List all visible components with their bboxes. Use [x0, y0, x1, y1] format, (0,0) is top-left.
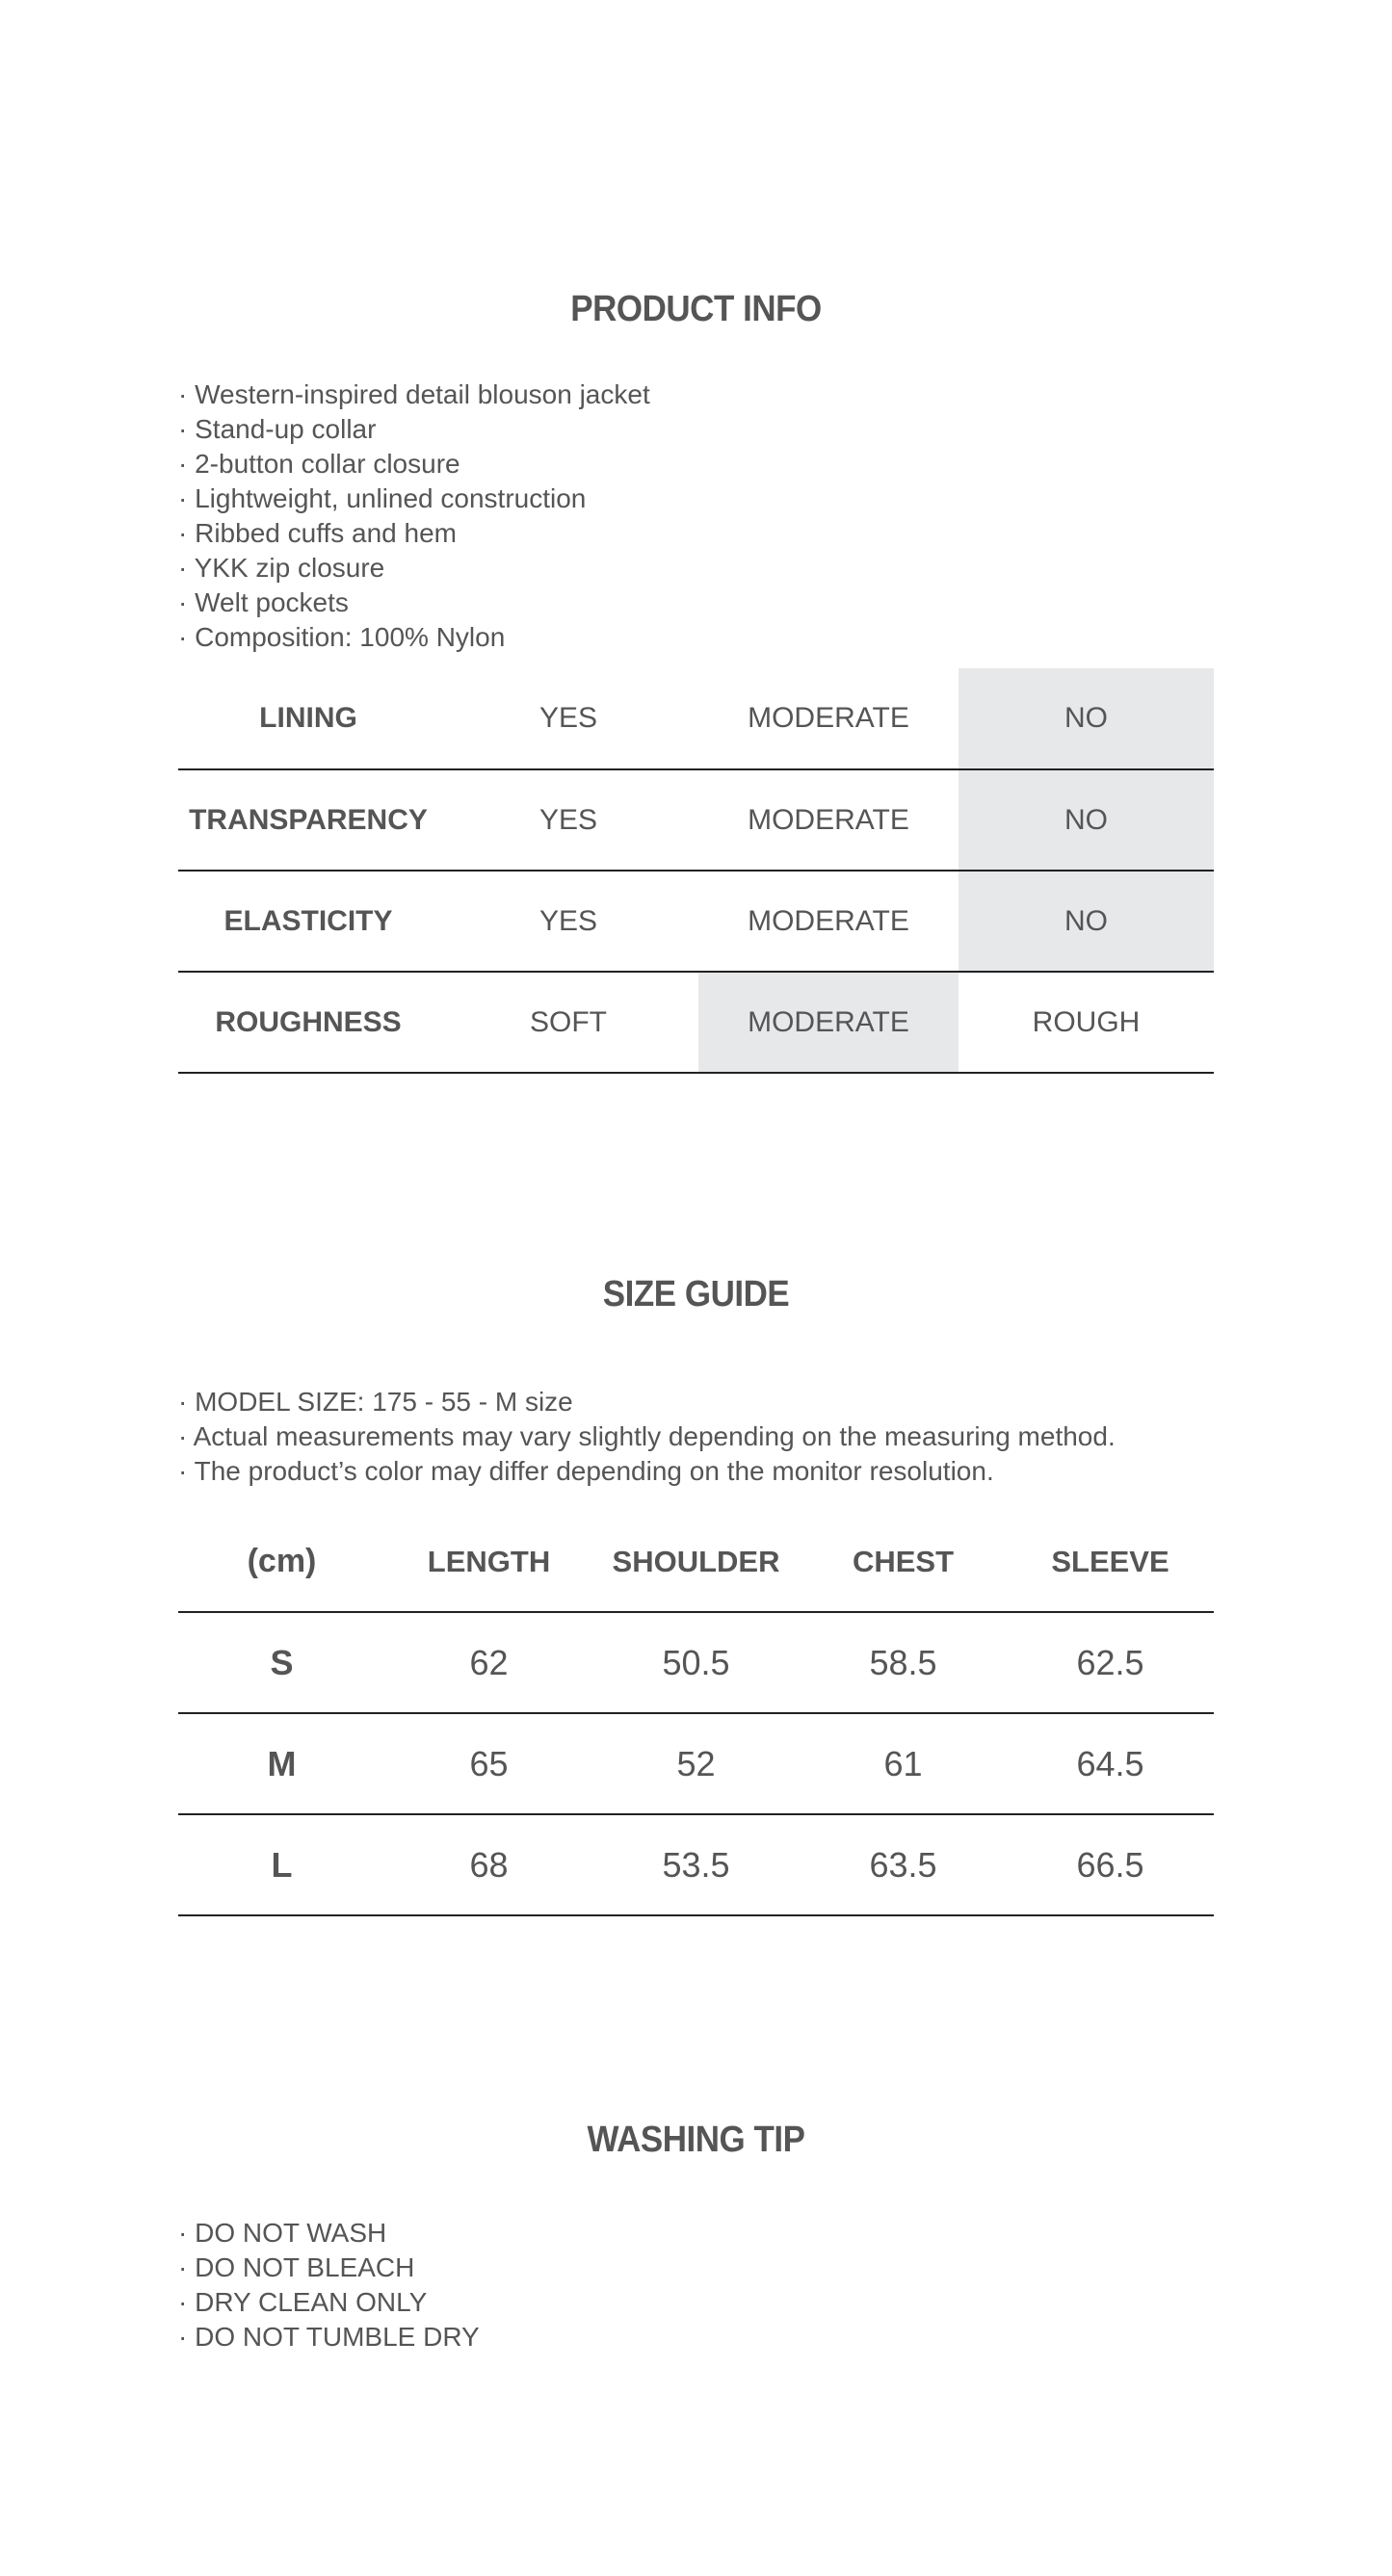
unit-header: (cm): [178, 1512, 385, 1612]
measurement-cell: 50.5: [592, 1612, 800, 1713]
fabric-option: YES: [438, 871, 698, 972]
table-header-row: [178, 1512, 1214, 1612]
measurement-cell: 61: [800, 1713, 1007, 1814]
size-label: L: [178, 1814, 385, 1915]
fabric-option: MODERATE: [698, 871, 959, 972]
column-header: SLEEVE: [1007, 1512, 1214, 1612]
table-row: [178, 1713, 1214, 1814]
list-item: · The product’s color may differ depending on the monitor resolution.: [178, 1454, 1238, 1489]
fabric-row-label: TRANSPARENCY: [178, 769, 438, 871]
size-label: M: [178, 1713, 385, 1814]
list-item: · DO NOT WASH: [178, 2216, 1238, 2251]
fabric-option: NO: [959, 871, 1214, 972]
fabric-row-label: LINING: [178, 668, 438, 769]
list-item: · Ribbed cuffs and hem: [178, 516, 1238, 551]
fabric-option: NO: [959, 769, 1214, 871]
fabric-option: YES: [438, 668, 698, 769]
size-guide-title: SIZE GUIDE: [602, 1274, 790, 1314]
column-header: SHOULDER: [592, 1512, 800, 1612]
washing-tip-title: WASHING TIP: [587, 2120, 805, 2160]
product-info-title: PRODUCT INFO: [570, 289, 822, 329]
size-guide-notes: [178, 1385, 1238, 1489]
product-info-list: [178, 377, 1238, 655]
list-item: · Actual measurements may vary slightly depending on the measuring method.: [178, 1419, 1238, 1454]
list-item: · DRY CLEAN ONLY: [178, 2285, 1238, 2320]
list-item: · Composition: 100% Nylon: [178, 620, 1238, 655]
measurement-cell: 64.5: [1007, 1713, 1214, 1814]
table-row: [178, 1814, 1214, 1915]
list-item: · 2-button collar closure: [178, 447, 1238, 481]
table-row: [178, 668, 1214, 769]
column-header: LENGTH: [385, 1512, 592, 1612]
washing-tip-list: [178, 2216, 1238, 2355]
list-item: · Lightweight, unlined construction: [178, 481, 1238, 516]
list-item: · Welt pockets: [178, 585, 1238, 620]
fabric-row-label: ELASTICITY: [178, 871, 438, 972]
measurement-cell: 65: [385, 1713, 592, 1814]
table-row: [178, 769, 1214, 871]
measurement-cell: 62.5: [1007, 1612, 1214, 1713]
list-item: · MODEL SIZE: 175 - 55 - M size: [178, 1385, 1238, 1419]
fabric-table: [178, 668, 1214, 1074]
list-item: · DO NOT TUMBLE DRY: [178, 2320, 1238, 2355]
size-label: S: [178, 1612, 385, 1713]
measurement-cell: 58.5: [800, 1612, 1007, 1713]
fabric-option: MODERATE: [698, 972, 959, 1073]
fabric-option: SOFT: [438, 972, 698, 1073]
measurement-cell: 52: [592, 1713, 800, 1814]
list-item: · DO NOT BLEACH: [178, 2251, 1238, 2285]
fabric-option: ROUGH: [959, 972, 1214, 1073]
size-table: [178, 1512, 1214, 1916]
fabric-option: MODERATE: [698, 769, 959, 871]
table-row: [178, 1612, 1214, 1713]
measurement-cell: 66.5: [1007, 1814, 1214, 1915]
table-row: [178, 871, 1214, 972]
list-item: · Western-inspired detail blouson jacket: [178, 377, 1238, 412]
fabric-option: YES: [438, 769, 698, 871]
measurement-cell: 62: [385, 1612, 592, 1713]
measurement-cell: 53.5: [592, 1814, 800, 1915]
measurement-cell: 68: [385, 1814, 592, 1915]
fabric-option: NO: [959, 668, 1214, 769]
measurement-cell: 63.5: [800, 1814, 1007, 1915]
table-row: [178, 972, 1214, 1073]
fabric-row-label: ROUGHNESS: [178, 972, 438, 1073]
list-item: · Stand-up collar: [178, 412, 1238, 447]
fabric-option: MODERATE: [698, 668, 959, 769]
list-item: · YKK zip closure: [178, 551, 1238, 585]
column-header: CHEST: [800, 1512, 1007, 1612]
